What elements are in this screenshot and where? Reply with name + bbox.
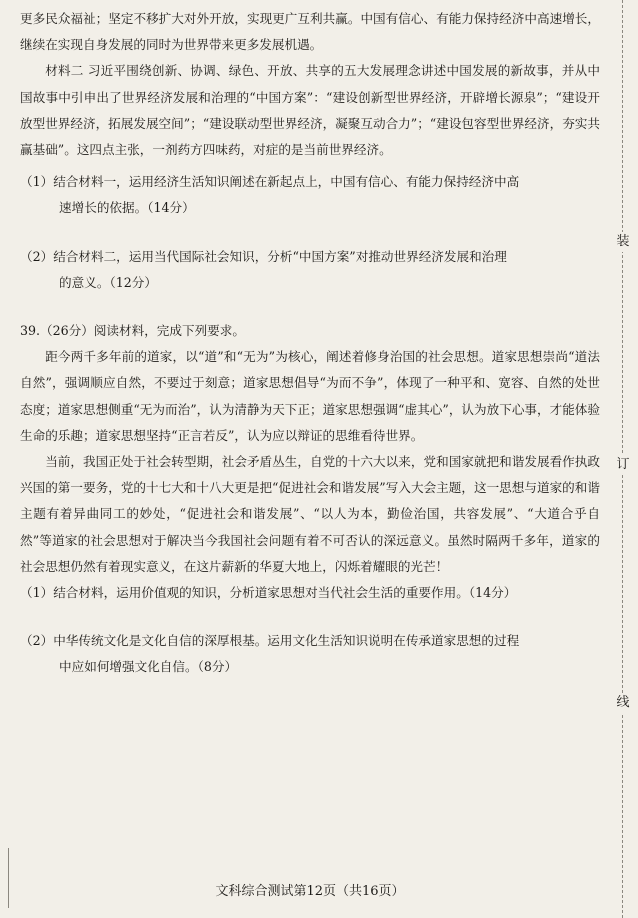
question-1-line-1: （1）结合材料一，运用经济生活知识阐述在新起点上，中国有信心、有能力保持经济中高 xyxy=(20,174,520,190)
question-2-line-1: （2）结合材料二，运用当代国际社会知识，分析“中国方案”对推动世界经济发展和治理 xyxy=(20,248,507,264)
question-39-1: （1）结合材料，运用价值观的知识，分析道家思想对当代社会生活的重要作用。（14分） xyxy=(20,585,517,601)
page-content xyxy=(20,6,600,681)
page-footer: 文科综合测试第12页（共16页） xyxy=(215,884,405,899)
question-1-line-2: 速增长的依据。（14分） xyxy=(59,200,195,216)
binding-mark-zhuang: 装 xyxy=(613,232,633,252)
material-one-ending: 更多民众福祉；坚定不移扩大对外开放，实现更广互利共赢。中国有信心、有能力保持经济中高速增长，继续在实现自身发展的同时为世界带来更多发展机遇。 xyxy=(20,11,600,53)
question-2-line-2: 的意义。（12分） xyxy=(59,274,157,290)
left-margin-rule xyxy=(8,848,9,908)
question-39-title: 39.（26分）阅读材料，完成下列要求。 xyxy=(20,323,245,339)
harmony-paragraph: 当前，我国正处于社会转型期，社会矛盾丛生，自党的十六大以来，党和国家就把和谐发展看作执政兴国的第一要务，党的十七大和十八大更是把“促进社会和谐发展”写入大会主题，这一思想与道家的和谐主题有着异曲同工的妙处，“促进社会和谐发展”、“以人为本，勤俭治国，共容发展”、“大道合乎自然”等道家的社会思想对于解决当今我国社会问题有着不可否认的深远意义。虽然时隔两千多年，道家的社会思想仍然有着现实意义，在这片薪新的华夏大地上，闪烁着耀眼的光芒！ xyxy=(20,454,600,574)
question-39-2-line-2: 中应如何增强文化自信。（8分） xyxy=(59,659,238,675)
daoism-paragraph: 距今两千多年前的道家，以“道”和“无为”为核心，阐述着修身治国的社会思想。道家思想崇尚“道法自然”，强调顺应自然，不要过于刻意；道家思想倡导“为而不争”，体现了一种平和、宽容、自然的处世态度；道家思想侧重“无为而治”，认为清静为天下正；道家思想强调“虚其心”，认为放下心事，才能体验生命的乐趣；道家思想坚持“正言若反”，认为应以辩证的思维看待世界。 xyxy=(20,349,600,443)
material-two: 材料二 习近平围绕创新、协调、绿色、开放、共享的五大发展理念讲述中国发展的新故事，并从中国故事中引申出了世界经济发展和治理的“中国方案”：“建设创新型世界经济，开辟增长源泉”；“建设开放型世界经济，拓展发展空间”；“建设联动型世界经济，凝聚互动合力”；“建设包容型世界经济，夯实共赢基础”。这四点主张，一剂药方四味药，对症的是当前世界经济。 xyxy=(20,63,600,158)
question-39-2-line-1: （2）中华传统文化是文化自信的深厚根基。运用文化生活知识说明在传承道家思想的过程 xyxy=(20,633,520,649)
binding-mark-ding: 订 xyxy=(613,455,633,475)
binding-mark-xian: 线 xyxy=(613,693,633,713)
